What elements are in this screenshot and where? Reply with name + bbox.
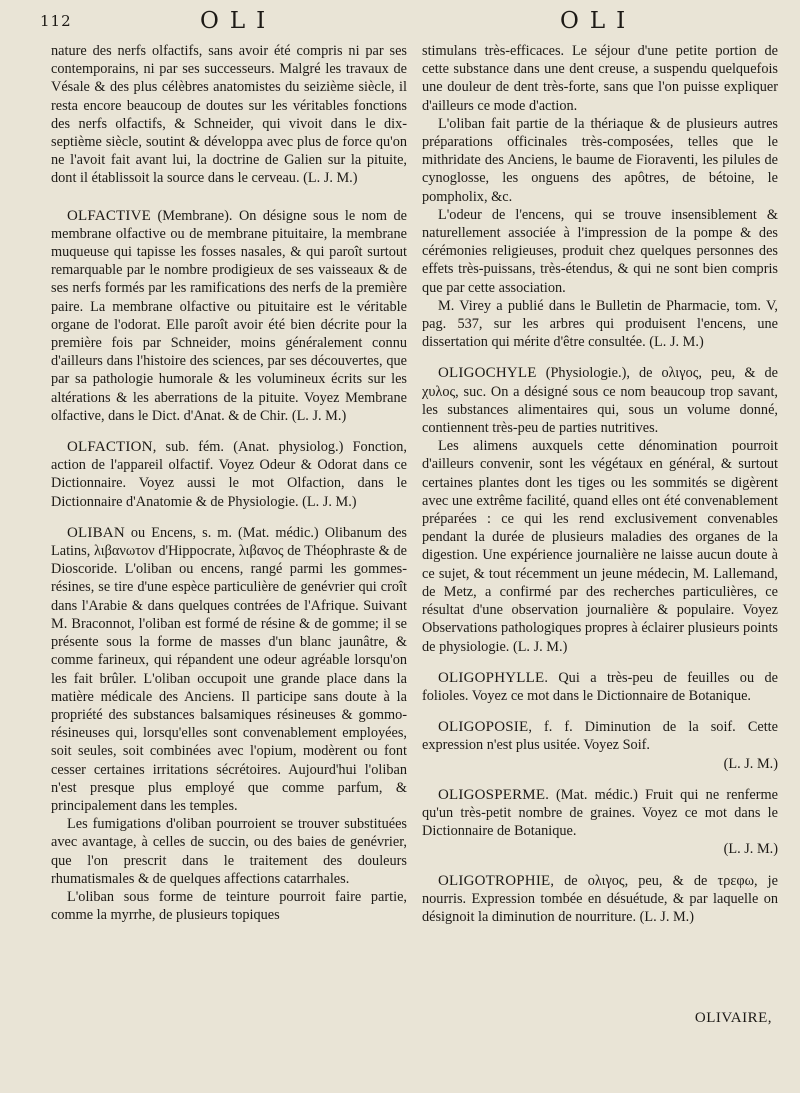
entry-oligotrophie: OLIGOTROPHIE, de ολιγος, peu, & de τρεφω, je nourris. Expression tombée en désuétude, & par laquelle on désignoit la diminution de nourriture. (L. J. M.) — [422, 872, 778, 925]
paragraph: L'odeur de l'encens, qui se trouve insensiblement & naturellement associée à l'impression de la pompe & des cérémonies religieuses, produit chez quelques personnes des effets très-puissans, très-étendus, & qui ne sont bien compris que par cette association. — [422, 206, 778, 296]
headword: OLIGOPHYLLE — [438, 669, 545, 686]
headword: OLFACTIVE — [67, 207, 152, 224]
paragraph: L'oliban fait partie de la thériaque & de plusieurs autres préparations officinales très-composées, telles que le mithridate des Anciens, le baume de Fioraventi, les pilules de cynoglosse, les onguens des apôtres, de bétoine, le pompholix, &c. — [422, 115, 778, 205]
paragraph: Les alimens auxquels cette dénomination pourroit d'ailleurs convenir, sont les végétaux en général, & surtout certaines plantes dont les tiges ou les sommités se digèrent avec une extrême facilité, quand elles ont été convenablement préparées : ce qui les rend exclusivement convenables pendant la durée de plusieurs maladies des organes de la digestion. Une expérience journalière ne laisse aucun doute à ce sujet, & tout récemment un jeune médecin, M. Lallemand, de Metz, a confirmé par des recherches particulières, ce résultat d'une observation journalière & populaire. Voyez Observations pathologiques propres à éclairer plusieurs points de physiologie. (L. J. M.) — [422, 438, 778, 655]
paragraph: Les fumigations d'oliban pourroient se trouver substituées avec avantage, à celles de succin, ou des baies de genévrier, que l'on prescrit dans le traitement des douleurs rhumatismales & de quelques affections catarrhales. — [51, 816, 407, 887]
running-head-right: OLI — [560, 8, 637, 34]
paragraph: stimulans très-efficaces. Le séjour d'une petite portion de cette substance dans une dent creuse, a suspendu quelquefois une douleur de dent très-forte, sans que l'on puisse expliquer d'ailleurs ce mode d'action. — [422, 43, 778, 114]
entry-oligophylle: OLIGOPHYLLE. Qui a très-peu de feuilles ou de folioles. Voyez ce mot dans le Dictionnaire de Botanique. — [422, 669, 778, 704]
paragraph: L'oliban sous forme de teinture pourroit faire partie, comme la myrrhe, de plusieurs topiques — [51, 888, 407, 924]
paragraph: M. Virey a publié dans le Bulletin de Pharmacie, tom. V, pag. 537, sur les arbres qui produisent l'encens, une dissertation qui mérite d'être consultée. (L. J. M.) — [422, 297, 778, 351]
entry-olfactive: OLFACTIVE (Membrane). On désigne sous le nom de membrane olfactive ou de membrane pituitaire, la membrane muqueuse qui tapisse les fosses nasales, & qui paroît surtout remarquable par le nombre prodigieux de ses vaisseaux & de ses nerfs formés par les ramifications des nerfs de la première paire. La membrane olfactive ou pituitaire est le véritable organe de l'odorat. Elle paroît avoir été bien décrite pour la première fois par Schneider, moins généralement connu d'ailleurs dans l'histoire des sciences, par ses découvertes, que par sa pathologie humorale & les volumineux écrits sur les altérations & les aberrations de la pituite. Voyez Membrane olfactive, dans le Dict. d'Anat. & de Chir. (L. J. M.) — [51, 207, 407, 424]
page-header — [0, 6, 800, 38]
catchword: OLIVAIRE, — [694, 1010, 772, 1026]
headword: OLIGOTROPHIE — [438, 872, 551, 889]
entry-oligosperme: OLIGOSPERME. (Mat. médic.) Fruit qui ne renferme qu'un très-petit nombre de graines. Voyez ce mot dans le Dictionnaire de Botanique. — [422, 786, 778, 840]
headword: OLIGOSPERME — [438, 786, 546, 803]
entry-olfaction: OLFACTION, sub. fém. (Anat. physiolog.) Fonction, action de l'appareil olfactif. Voyez Odeur & Odorat dans ce Dictionnaire. Voyez aussi le mot Olfaction, dans le Dictionnaire d'Anatomie & de Physiologie. (L. J. M.) — [51, 439, 407, 510]
headword: OLFACTION — [67, 439, 153, 456]
signature: (L. J. M.) — [723, 755, 778, 772]
entry-oligochyle: OLIGOCHYLE (Physiologie.), de ολιγος, peu, & de χυλος, suc. On a désigné sous ce nom beaucoup trop savant, les substances alimentaires qui, sous un volume donné, contiennent très-peu de parties nutritives. — [422, 365, 778, 437]
running-head-left: OLI — [200, 8, 277, 34]
entry-divider — [51, 188, 407, 194]
paragraph: nature des nerfs olfactifs, sans avoir été compris ni par ses contemporains, ni par ses successeurs. Malgré les travaux de Vésale & des plus célèbres anatomistes du seizième siècle, il resta encore beaucoup de doutes sur les véritables fonctions des nerfs olfactifs, & Schneider, qui vivoit dans le dix-septième siècle, soutint & développa avec plus de force qu'on ne l'avoit fait avant lui, la doctrine de Galien sur la pituite, dont il établissoit la source dans le cerveau. (L. J. M.) — [51, 43, 407, 187]
headword: OLIGOCHYLE — [438, 365, 537, 382]
signature: (L. J. M.) — [723, 841, 778, 858]
left-column — [51, 42, 407, 924]
entry-oligoposie: OLIGOPOSIE, f. f. Diminution de la soif. Cette expression n'est plus usitée. Voyez Soif. — [422, 719, 778, 754]
headword: OLIBAN — [67, 524, 125, 541]
right-column — [422, 42, 778, 926]
entry-oliban: OLIBAN ou Encens, s. m. (Mat. médic.) Olibanum des Latins, λιβανωτον d'Hippocrate, λιβανος de Théophraste & de Dioscoride. L'oliban ou encens, rangé parmi les gommes-résines, se tire d'une espèce particulière de genévrier qui croît dans l'Arabie & dans quelques contrées de l'Afrique. Suivant M. Braconnot, l'oliban est formé de résine & de gomme; il se présente sous la forme de masses d'un blanc jaunâtre, & comme farineux, qui répandent une odeur agréable lorsqu'on les fait brûler. L'oliban occupoit une grande place dans la matière médicale des Anciens. Il participe sans doute à la propriété des substances balsamiques résineuses & gommo-résineuses qui, lorsqu'elles sont convenablement employées, soit seules, soit combinées avec l'opium, modèrent ou font cesser certaines irritations sécrétoires. Aujourd'hui l'oliban n'est presque plus employé que comme parfum, & principalement dans les temples. — [51, 524, 407, 814]
headword: OLIGOPOSIE — [438, 719, 529, 736]
page-number: 112 — [40, 12, 72, 30]
